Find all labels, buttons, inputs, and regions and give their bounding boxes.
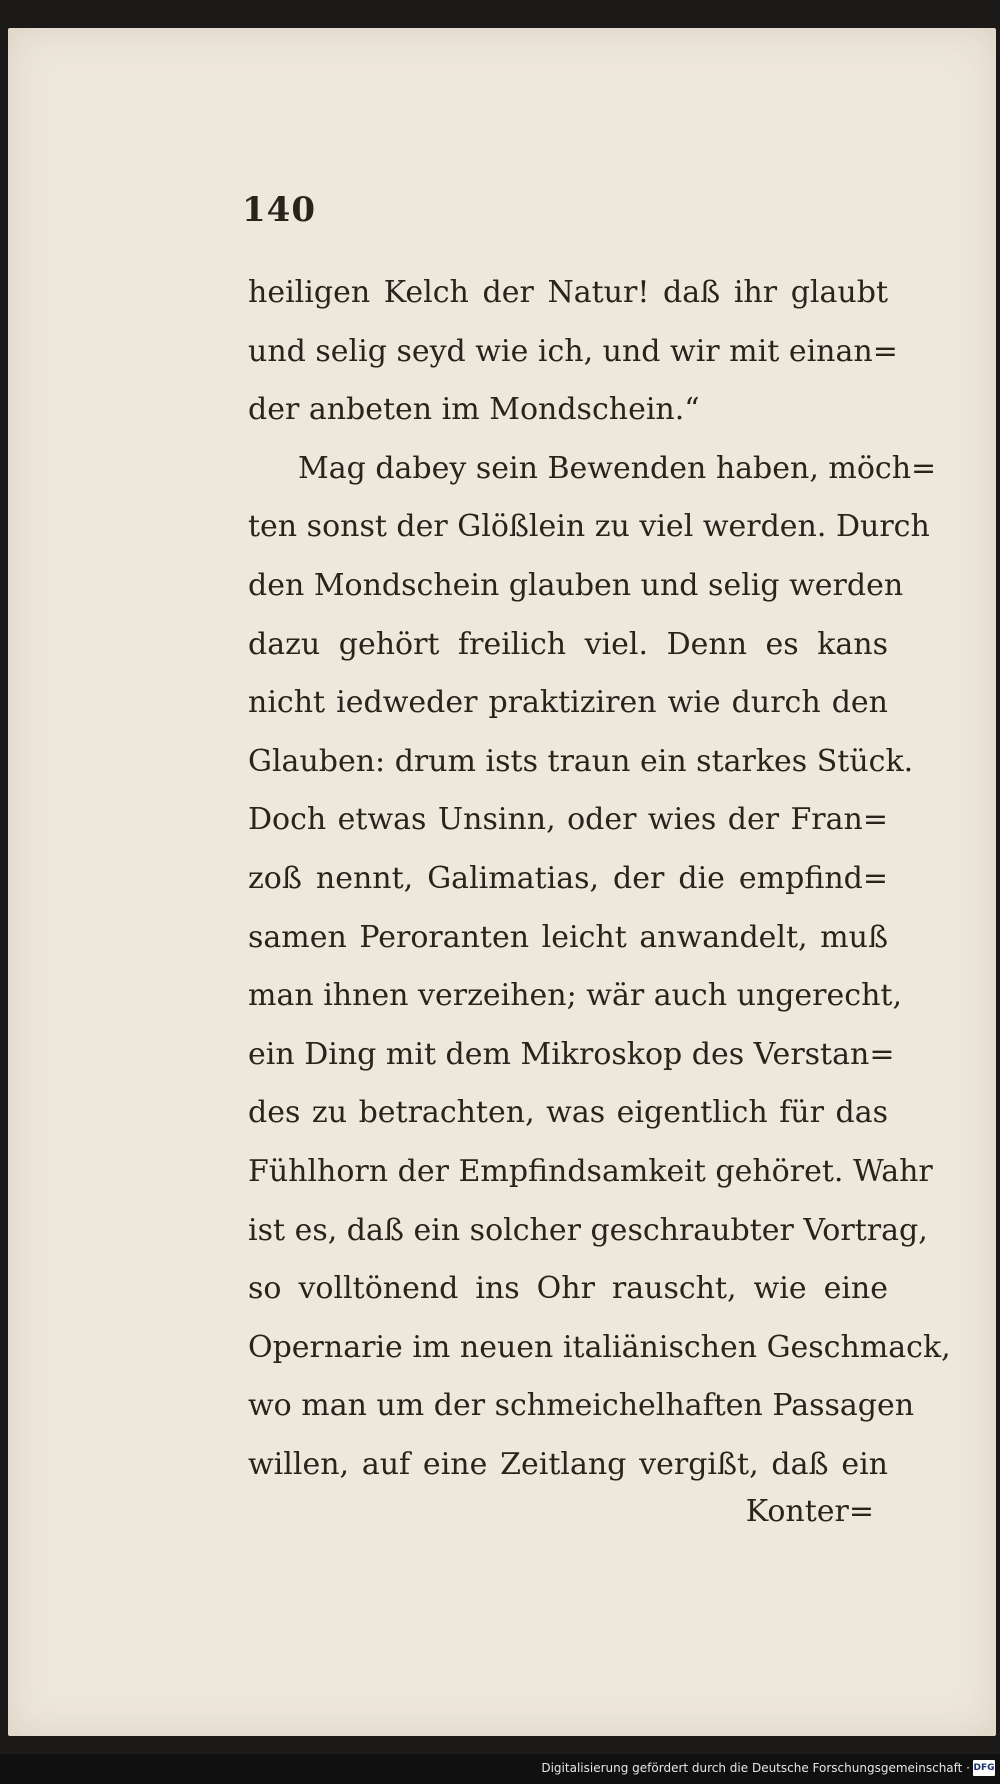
text-line: so volltönend ins Ohr rauscht, wie eine (248, 1271, 888, 1307)
text-line: man ihnen verzeihen; wär auch ungerecht, (248, 978, 902, 1014)
text-line: der anbeten im Mondschein.“ (248, 392, 700, 428)
catchword: Konter= (745, 1494, 874, 1529)
funding-credit: Digitalisierung gefördert durch die Deutsche Forschungsgemeinschaft · (541, 1761, 970, 1775)
text-line: Opernarie im neuen italiänischen Geschmack, (248, 1329, 951, 1365)
dfg-logo-icon: DFG (973, 1760, 995, 1776)
text-line: und selig seyd wie ich, und wir mit einan= (248, 333, 898, 369)
text-line: zoß nennt, Galimatias, der die empfind= (248, 860, 888, 896)
text-line: ten sonst der Glößlein zu viel werden. Durch (248, 509, 930, 545)
text-line: Mag dabey sein Bewenden haben, möch= (298, 450, 937, 486)
text-line: dazu gehört freilich viel. Denn es kans (248, 626, 888, 662)
text-line: ein Ding mit dem Mikroskop des Verstan= (248, 1036, 895, 1072)
text-line: ist es, daß ein solcher geschraubter Vortrag, (248, 1212, 928, 1248)
text-line: Glauben: drum ists traun ein starkes Stück. (248, 743, 914, 779)
text-line: wo man um der schmeichelhaften Passagen (248, 1388, 915, 1424)
text-line: samen Peroranten leicht anwandelt, muß (248, 919, 888, 955)
footer-bar (0, 1754, 1000, 1784)
text-line: heiligen Kelch der Natur! daß ihr glaubt (248, 275, 888, 310)
body-text (248, 264, 951, 1494)
book-page (8, 28, 996, 1736)
text-line: Doch etwas Unsinn, oder wies der Fran= (248, 802, 888, 838)
page-number: 140 (242, 190, 316, 230)
text-line: willen, auf eine Zeitlang vergißt, daß ein (248, 1446, 888, 1482)
text-line: des zu betrachten, was eigentlich für das (248, 1095, 888, 1131)
text-line: den Mondschein glauben und selig werden (248, 567, 904, 603)
text-line: nicht iedweder praktiziren wie durch den (248, 685, 888, 721)
text-line: Fühlhorn der Empfindsamkeit gehöret. Wahr (248, 1153, 933, 1189)
